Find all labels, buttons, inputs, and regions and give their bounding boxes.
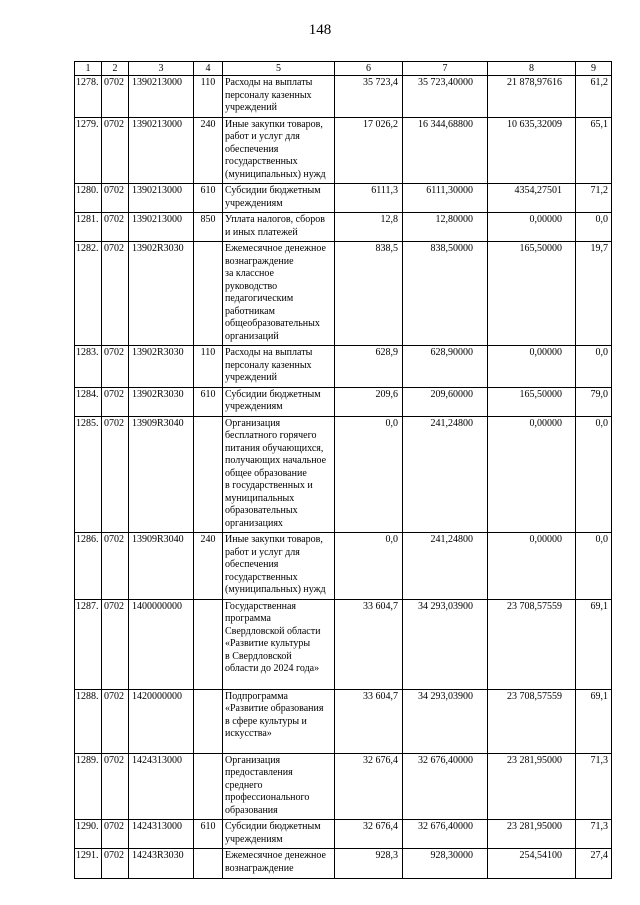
table-row (75, 117, 612, 184)
row-number: 1285. (75, 416, 102, 533)
refined-plan: 241,24800 (403, 416, 488, 533)
refined-plan: 928,30000 (403, 849, 488, 879)
row-number: 1290. (75, 820, 102, 849)
section-code: 0702 (102, 76, 129, 118)
refined-plan: 6111,30000 (403, 184, 488, 213)
section-code: 0702 (102, 599, 129, 689)
executed-amount: 0,00000 (488, 213, 576, 242)
section-code: 0702 (102, 533, 129, 600)
section-code: 0702 (102, 849, 129, 879)
execution-percent: 0,0 (576, 416, 612, 533)
approved-plan: 33 604,7 (335, 599, 403, 689)
approved-plan: 6111,3 (335, 184, 403, 213)
page-number: 148 (308, 22, 332, 38)
item-name: Расходы на выплаты персоналу казенных учреждений (223, 76, 335, 118)
target-article-code: 1424313000 (129, 820, 194, 849)
expense-type-code (194, 753, 223, 820)
expense-type-code: 240 (194, 117, 223, 184)
refined-plan: 16 344,68800 (403, 117, 488, 184)
item-name: Субсидии бюджетным учреждениям (223, 184, 335, 213)
row-number: 1282. (75, 242, 102, 346)
expense-type-code (194, 599, 223, 689)
section-code: 0702 (102, 753, 129, 820)
execution-percent: 65,1 (576, 117, 612, 184)
execution-percent: 71,3 (576, 820, 612, 849)
table-row (75, 387, 612, 416)
section-code: 0702 (102, 213, 129, 242)
executed-amount: 165,50000 (488, 387, 576, 416)
table-row (75, 599, 612, 689)
target-article-code: 13909R3040 (129, 416, 194, 533)
expense-type-code: 110 (194, 76, 223, 118)
approved-plan: 12,8 (335, 213, 403, 242)
header-cell: 8 (488, 62, 576, 76)
expense-type-code (194, 416, 223, 533)
executed-amount: 0,00000 (488, 416, 576, 533)
target-article-code: 13902R3030 (129, 387, 194, 416)
table-row (75, 184, 612, 213)
expense-type-code: 610 (194, 387, 223, 416)
approved-plan: 838,5 (335, 242, 403, 346)
item-name: Государственная программа Свердловской области «Развитие культуры в Свердловской области до 2024 года» (223, 599, 335, 689)
item-name: Организация бесплатного горячего питания обучающихся, получающих начальное общее образование в государственных и муниципальных образовательных организациях (223, 416, 335, 533)
section-code: 0702 (102, 387, 129, 416)
table-row (75, 416, 612, 533)
item-name: Иные закупки товаров, работ и услуг для обеспечения государственных (муниципальных) нужд (223, 117, 335, 184)
execution-percent: 0,0 (576, 533, 612, 600)
table-row (75, 242, 612, 346)
header-cell: 6 (335, 62, 403, 76)
target-article-code: 13902R3030 (129, 242, 194, 346)
refined-plan: 628,90000 (403, 346, 488, 388)
section-code: 0702 (102, 346, 129, 388)
target-article-code: 1390213000 (129, 213, 194, 242)
target-article-code: 1400000000 (129, 599, 194, 689)
table-row (75, 533, 612, 600)
approved-plan: 628,9 (335, 346, 403, 388)
row-number: 1288. (75, 689, 102, 753)
target-article-code: 1420000000 (129, 689, 194, 753)
executed-amount: 254,54100 (488, 849, 576, 879)
refined-plan: 209,60000 (403, 387, 488, 416)
target-article-code: 14243R3030 (129, 849, 194, 879)
executed-amount: 21 878,97616 (488, 76, 576, 118)
section-code: 0702 (102, 689, 129, 753)
row-number: 1287. (75, 599, 102, 689)
expense-type-code (194, 242, 223, 346)
executed-amount: 23 281,95000 (488, 820, 576, 849)
section-code: 0702 (102, 184, 129, 213)
refined-plan: 838,50000 (403, 242, 488, 346)
budget-table (74, 61, 612, 879)
item-name: Иные закупки товаров, работ и услуг для обеспечения государственных (муниципальных) нужд (223, 533, 335, 600)
item-name: Расходы на выплаты персоналу казенных учреждений (223, 346, 335, 388)
execution-percent: 19,7 (576, 242, 612, 346)
item-name: Ежемесячное денежное вознаграждение (223, 849, 335, 879)
table-row (75, 689, 612, 753)
item-name: Субсидии бюджетным учреждениям (223, 820, 335, 849)
table-row (75, 849, 612, 879)
approved-plan: 928,3 (335, 849, 403, 879)
header-cell: 5 (223, 62, 335, 76)
executed-amount: 23 281,95000 (488, 753, 576, 820)
table-row (75, 213, 612, 242)
table-row (75, 820, 612, 849)
expense-type-code: 240 (194, 533, 223, 600)
execution-percent: 69,1 (576, 599, 612, 689)
approved-plan: 0,0 (335, 533, 403, 600)
executed-amount: 23 708,57559 (488, 689, 576, 753)
row-number: 1286. (75, 533, 102, 600)
executed-amount: 10 635,32009 (488, 117, 576, 184)
target-article-code: 13902R3030 (129, 346, 194, 388)
table-row (75, 76, 612, 118)
refined-plan: 32 676,40000 (403, 753, 488, 820)
table-row (75, 753, 612, 820)
approved-plan: 33 604,7 (335, 689, 403, 753)
row-number: 1280. (75, 184, 102, 213)
execution-percent: 61,2 (576, 76, 612, 118)
executed-amount: 0,00000 (488, 533, 576, 600)
target-article-code: 1390213000 (129, 76, 194, 118)
row-number: 1289. (75, 753, 102, 820)
item-name: Субсидии бюджетным учреждениям (223, 387, 335, 416)
execution-percent: 71,2 (576, 184, 612, 213)
refined-plan: 34 293,03900 (403, 689, 488, 753)
item-name: Подпрограмма «Развитие образования в сфере культуры и искусства» (223, 689, 335, 753)
section-code: 0702 (102, 117, 129, 184)
expense-type-code: 610 (194, 820, 223, 849)
approved-plan: 17 026,2 (335, 117, 403, 184)
expense-type-code: 850 (194, 213, 223, 242)
row-number: 1284. (75, 387, 102, 416)
section-code: 0702 (102, 416, 129, 533)
expense-type-code: 610 (194, 184, 223, 213)
row-number: 1278. (75, 76, 102, 118)
executed-amount: 0,00000 (488, 346, 576, 388)
table-body (75, 76, 612, 879)
header-row (75, 62, 612, 76)
execution-percent: 69,1 (576, 689, 612, 753)
table-row (75, 346, 612, 388)
item-name: Ежемесячное денежное вознаграждение за классное руководство педагогическим работникам общеобразовательных организаций (223, 242, 335, 346)
header-cell: 9 (576, 62, 612, 76)
execution-percent: 79,0 (576, 387, 612, 416)
refined-plan: 34 293,03900 (403, 599, 488, 689)
approved-plan: 32 676,4 (335, 820, 403, 849)
row-number: 1283. (75, 346, 102, 388)
header-cell: 7 (403, 62, 488, 76)
refined-plan: 35 723,40000 (403, 76, 488, 118)
execution-percent: 0,0 (576, 213, 612, 242)
header-cell: 3 (129, 62, 194, 76)
target-article-code: 13909R3040 (129, 533, 194, 600)
approved-plan: 209,6 (335, 387, 403, 416)
section-code: 0702 (102, 242, 129, 346)
target-article-code: 1424313000 (129, 753, 194, 820)
execution-percent: 0,0 (576, 346, 612, 388)
execution-percent: 71,3 (576, 753, 612, 820)
approved-plan: 35 723,4 (335, 76, 403, 118)
executed-amount: 23 708,57559 (488, 599, 576, 689)
execution-percent: 27,4 (576, 849, 612, 879)
header-cell: 2 (102, 62, 129, 76)
header-cell: 1 (75, 62, 102, 76)
executed-amount: 4354,27501 (488, 184, 576, 213)
target-article-code: 1390213000 (129, 117, 194, 184)
refined-plan: 241,24800 (403, 533, 488, 600)
executed-amount: 165,50000 (488, 242, 576, 346)
refined-plan: 32 676,40000 (403, 820, 488, 849)
approved-plan: 0,0 (335, 416, 403, 533)
section-code: 0702 (102, 820, 129, 849)
expense-type-code (194, 849, 223, 879)
item-name: Уплата налогов, сборов и иных платежей (223, 213, 335, 242)
row-number: 1291. (75, 849, 102, 879)
item-name: Организация предоставления среднего профессионального образования (223, 753, 335, 820)
approved-plan: 32 676,4 (335, 753, 403, 820)
target-article-code: 1390213000 (129, 184, 194, 213)
row-number: 1279. (75, 117, 102, 184)
expense-type-code (194, 689, 223, 753)
row-number: 1281. (75, 213, 102, 242)
refined-plan: 12,80000 (403, 213, 488, 242)
header-cell: 4 (194, 62, 223, 76)
expense-type-code: 110 (194, 346, 223, 388)
